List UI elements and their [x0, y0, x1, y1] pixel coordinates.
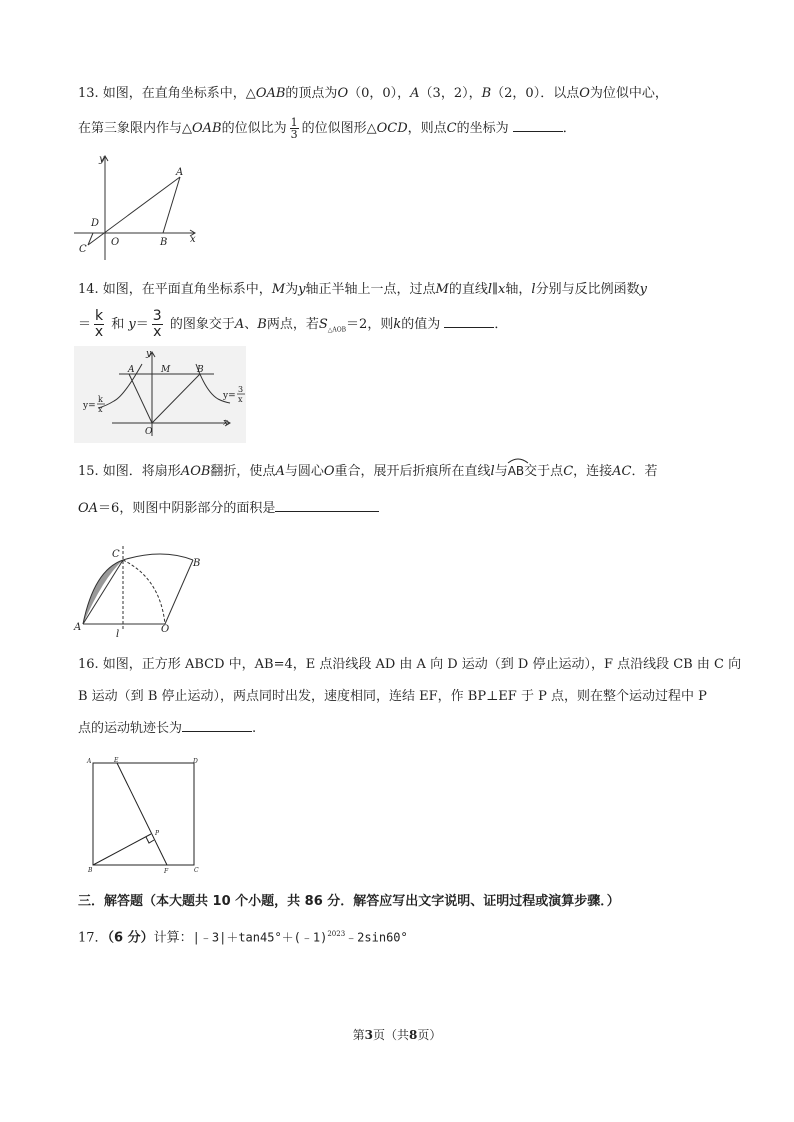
label-eq-right: y= [223, 391, 236, 401]
q13-line2: 在第三象限内作与△OAB的位似比为 $\frac{1}{3}$ 的位似图形△OCD，则点C的坐标为 ． [78, 116, 576, 141]
q15-line2: OA＝6，则图中阴影部分的面积是 [78, 499, 379, 518]
q16-line2: B 运动（到 B 停止运动），两点同时出发，速度相同，连结 EF，作 BP⊥EF 于 P 点，则在整个运动过程中 P [78, 689, 707, 704]
q16-line3: 点的运动轨迹长为 . [78, 721, 257, 736]
label-c: C [194, 867, 199, 874]
label-f: F [164, 868, 169, 875]
svg-text:3: 3 [238, 385, 244, 394]
label-o: O [111, 237, 120, 248]
label-c: C [79, 244, 87, 255]
label-d: D [193, 758, 198, 765]
q14-line1: 14. 如图，在平面直角坐标系中，M为y轴正半轴上一点，过点M的直线l∥x轴，l分别与反比例函数y [78, 282, 647, 297]
label-b: B [197, 365, 204, 375]
svg-text:x: x [98, 405, 103, 414]
square-abcd [93, 763, 194, 865]
segment-ab [163, 177, 180, 233]
q15-figure [72, 540, 212, 640]
label-d: D [91, 218, 100, 229]
section3-title: 三．解答题（本大题共 10 个小题，共 86 分．解答应写出文字说明、证明过程或演算步骤．） [78, 894, 620, 909]
label-b: B [88, 867, 93, 874]
label-x: x [190, 234, 196, 245]
q13-line1: 13. 如图，在直角坐标系中，△OAB的顶点为O（0，0），A（3，2），B（2，0）．以点O为位似中心， [78, 86, 668, 101]
answer-blank[interactable] [275, 499, 379, 512]
label-l: l [116, 629, 120, 640]
right-angle-mark [146, 837, 154, 843]
label-y: y [99, 154, 105, 165]
page-footer: 第3页（共8页） [352, 1028, 442, 1042]
label-a: A [74, 622, 82, 633]
label-eq-left: y= [83, 401, 96, 411]
q16-line1: 16. 如图，正方形 ABCD 中，AB=4，E 点沿线段 AD 由 A 向 D 运动（到 D 停止运动），F 点沿线段 CB 由 C 向 [78, 657, 742, 672]
label-x: x [223, 418, 229, 428]
q14-line2: ＝ $\frac{k}{x}$ 和 y＝ $\frac{3}{x}$ 的图象交于A、B两点，若$S_{\triangle AOB}=2$，则k的值为 ． [78, 308, 508, 340]
label-e: E [114, 757, 119, 764]
segment-bp [93, 834, 151, 865]
svg-text:x: x [238, 395, 243, 404]
label-y: y [146, 349, 152, 359]
label-a: A [87, 758, 92, 765]
label-a: A [176, 167, 184, 178]
segment-ef [117, 763, 167, 865]
label-c: C [112, 549, 120, 560]
answer-blank[interactable] [513, 119, 563, 132]
folded-arc [123, 560, 165, 624]
segment-ca [88, 177, 180, 245]
label-o: O [145, 427, 153, 437]
q13-figure [70, 150, 205, 265]
svg-text:k: k [98, 395, 103, 404]
arc-ab-label: AB [508, 462, 524, 480]
q16-figure [84, 755, 204, 875]
label-b: B [193, 558, 201, 569]
q14-figure [74, 346, 246, 443]
label-b: B [160, 237, 168, 248]
label-o: O [161, 624, 170, 635]
label-p: P [155, 830, 160, 837]
fraction-one-third: $\frac{1}{3}$ [290, 116, 298, 141]
answer-blank[interactable] [444, 315, 494, 328]
q15-line1: 15. 如图．将扇形AOB翻折，使点A与圆心O重合，展开后折痕所在直线l与 AB交于点C，连接AC．若 [78, 462, 658, 481]
radius-ob [165, 560, 193, 624]
label-m: M [161, 365, 171, 375]
fraction-3-over-x: $\frac{3}{x}$ [152, 308, 162, 340]
label-a: A [128, 365, 135, 375]
chord-ac [83, 560, 123, 624]
fraction-k-over-x: $\frac{k}{x}$ [94, 308, 104, 340]
q17-line: 17．（6 分）计算：|﹣3|＋tan45°＋(﹣1)$^{2023}$﹣2sin60° [78, 930, 408, 946]
answer-blank[interactable] [182, 719, 252, 732]
